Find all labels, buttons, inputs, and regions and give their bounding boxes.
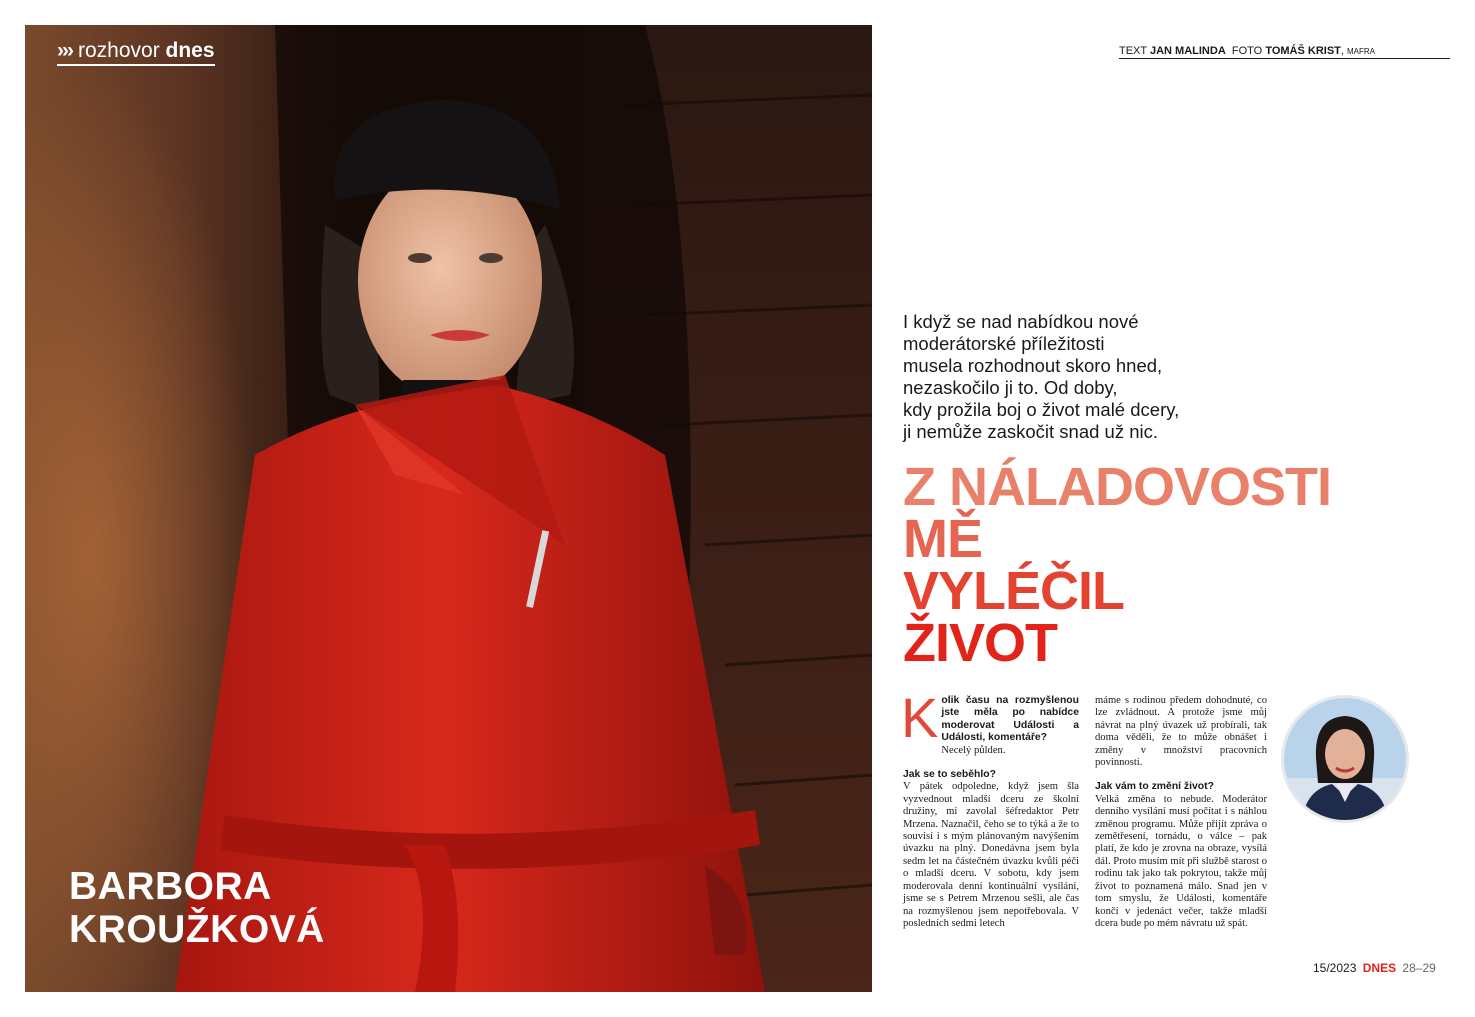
photographer-name: TOMÁŠ KRIST: [1265, 45, 1341, 57]
text-label: TEXT: [1119, 45, 1147, 57]
answer-1: Necelý půlden.: [941, 744, 1006, 756]
name-line-1: BARBORA: [69, 865, 272, 908]
drop-cap: K: [901, 686, 939, 749]
issue-number: 15/2023: [1313, 961, 1357, 975]
lead-line: ji nemůže zaskočit snad už nic.: [903, 421, 1159, 442]
answer-3: Velká změna to nebude. Moderátor denního vysílání musí počítat i s náhlou změnou programu. Může přijít zpráva o zemětřesení, tornádu, o válce – pak platí, že kdo je zrovna na obraze, vysílá dál. Proto musím mít při službě starost o rodinu tak jako tak pokrytou, takže můj život to poznamená málo. Snad jen v tom smyslu, že Události, komentáře končí v jedenáct večer, takže mladší dcera bude po mém návratu už spát.: [1095, 793, 1267, 929]
question-3: Jak vám to změní život?: [1095, 781, 1214, 793]
headline-line-3: VYLÉČIL: [903, 561, 1125, 621]
lead-line: moderátorské příležitosti: [903, 333, 1105, 354]
name-line-2: KROUŽKOVÁ: [69, 908, 325, 951]
lead-line: kdy prožila boj o život malé dcery,: [903, 399, 1180, 420]
lead-line: nezaskočilo ji to. Od doby,: [903, 377, 1118, 398]
article-column-1: [901, 686, 1079, 930]
page-folio: [1313, 961, 1436, 975]
section-prefix: rozhovor: [77, 39, 160, 62]
portrait-illustration: [25, 25, 872, 992]
section-brand: dnes: [165, 39, 215, 62]
article-column-2: [1095, 695, 1267, 930]
interviewee-name: [69, 865, 325, 951]
question-1: olik času na rozmyšlenou jste měla po nabídce moderovat Události a Události, komentáře?: [941, 695, 1079, 744]
page-numbers: 28–29: [1402, 961, 1436, 975]
answer-2: V pátek odpoledne, když jsem šla vyzvednout mladší dceru ze školní družiny, mi zavolal šéfredaktor Petr Mrzena. Naznačil, čeho se to týká a že to souvisí i s mým plánovaným navýšením úvazku na plný. Donedávna jsem byla sedm let na částečném úvazku kvůli péči o mladší dceru. V sobotu, kdy jsem moderovala denní kontinuální vysílání, jsme se s Petrem Mrzenou sešli, ale čas na rozmyšlenou jsem nepotřebovala. V posledních sedmi letech: [903, 781, 1079, 929]
magazine-brand: DNES: [1362, 961, 1397, 975]
lead-paragraph: [903, 311, 1233, 443]
headline-line-2: MĚ: [903, 509, 982, 569]
headline: [903, 457, 1331, 673]
opening-question: [901, 686, 1079, 757]
headline-line-1: Z NÁLADOVOSTI: [903, 457, 1331, 517]
lead-line: musela rozhodnout skoro hned,: [903, 355, 1163, 376]
triple-chevron-icon: ›››: [57, 39, 72, 62]
photo-label: FOTO: [1231, 45, 1263, 57]
author-name: JAN MALINDA: [1149, 45, 1226, 57]
question-2: Jak se to seběhlo?: [903, 769, 996, 781]
lead-line: I když se nad nabídkou nové: [903, 311, 1139, 332]
byline: TEXT JAN MALINDA FOTO TOMÁŠ KRIST, MAFRA: [1119, 45, 1450, 59]
inset-portrait: [1284, 698, 1406, 820]
cover-photo: [25, 25, 872, 992]
section-label: [57, 39, 215, 66]
agency-name: MAFRA: [1347, 47, 1376, 56]
headline-line-4: ŽIVOT: [903, 613, 1057, 673]
answer-2-continued: máme s rodinou předem dohodnuté, co lze zvládnout. A protože jsme můj návrat na plný úvazek už probírali, tak doma věděli, že to může obnášet i změny v množství pracovních povinností.: [1095, 695, 1267, 769]
